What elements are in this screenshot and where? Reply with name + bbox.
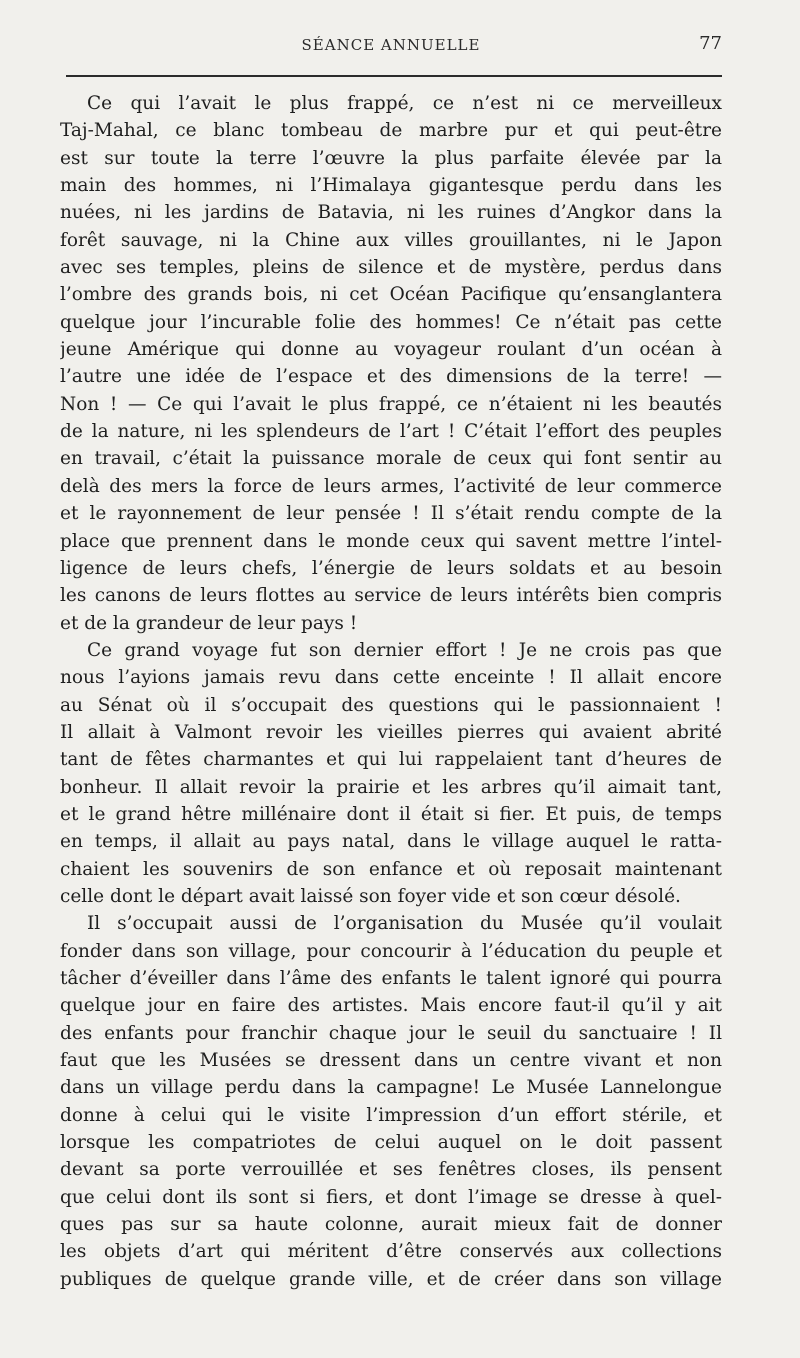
text-line: main des hommes, ni l’Himalaya gigantesque perdu dans les [60, 175, 722, 197]
text-line: ligence de leurs chefs, l’énergie de leurs soldats et au besoin [60, 557, 722, 579]
text-line: devant sa porte verrouillée et ses fenêtres closes, ils pensent [60, 1159, 722, 1181]
text-line: lorsque les compatriotes de celui auquel on le doit passent [60, 1132, 722, 1154]
text-line: les canons de leurs flottes au service de leurs intérêts bien compris [60, 585, 722, 607]
text-line: quelque jour l’incurable folie des hommes! Ce n’était pas cette [60, 311, 722, 333]
text-line: avec ses temples, pleins de silence et de mystère, perdus dans [60, 257, 722, 279]
text-line: et le grand hêtre millénaire dont il était si fier. Et puis, de temps [60, 803, 722, 825]
text-line: Il allait à Valmont revoir les vieilles pierres qui avaient abrité [60, 721, 722, 743]
text-line: que celui dont ils sont si fiers, et dont l’image se dresse à quel- [60, 1186, 722, 1208]
text-line: Il s’occupait aussi de l’organisation du Musée qu’il voulait [87, 913, 722, 935]
text-line: Ce grand voyage fut son dernier effort ! Je ne crois pas que [87, 639, 722, 661]
text-line: forêt sauvage, ni la Chine aux villes grouillantes, ni le Japon [60, 229, 722, 251]
text-line: dans un village perdu dans la campagne! Le Musée Lannelongue [60, 1077, 722, 1099]
text-line: et de la grandeur de leur pays ! [60, 612, 358, 634]
text-line: en temps, il allait au pays natal, dans le village auquel le ratta- [60, 831, 722, 853]
text-line: les objets d’art qui méritent d’être conservés aux collections [60, 1241, 722, 1263]
text-line: en travail, c’était la puissance morale de ceux qui font sentir au [60, 448, 722, 470]
text-line: place que prennent dans le monde ceux qui savent mettre l’intel- [60, 530, 722, 552]
text-line: Taj-Mahal, ce blanc tombeau de marbre pur et qui peut-être [60, 120, 722, 142]
text-line: bonheur. Il allait revoir la prairie et les arbres qu’il aimait tant, [60, 776, 722, 798]
text-line: de la nature, ni les splendeurs de l’art ! C’était l’effort des peuples [60, 421, 722, 443]
text-line: jeune Amérique qui donne au voyageur roulant d’un océan à [60, 339, 722, 361]
page-number: 77 [699, 33, 722, 54]
text-line: fonder dans son village, pour concourir à l’éducation du peuple et [60, 940, 722, 962]
text-line: nous l’ayions jamais revu dans cette enceinte ! Il allait encore [60, 667, 722, 689]
text-line: l’autre une idée de l’espace et des dimensions de la terre! — [60, 366, 722, 388]
text-line: nuées, ni les jardins de Batavia, ni les ruines d’Angkor dans la [60, 202, 722, 224]
running-title: SÉANCE ANNUELLE [301, 36, 481, 54]
text-line: donne à celui qui le visite l’impression d’un effort stérile, et [60, 1104, 722, 1126]
text-line: est sur toute la terre l’œuvre la plus parfaite élevée par la [60, 147, 722, 169]
text-line: des enfants pour franchir chaque jour le seuil du sanctuaire ! Il [60, 1022, 722, 1044]
text-line: chaient les souvenirs de son enfance et où reposait maintenant [60, 858, 722, 880]
text-line: l’ombre des grands bois, ni cet Océan Pacifique qu’ensanglantera [60, 284, 722, 306]
text-line: quelque jour en faire des artistes. Mais encore faut-il qu’il y ait [60, 995, 722, 1017]
text-line: publiques de quelque grande ville, et de créer dans son village [60, 1268, 722, 1290]
body-text [60, 90, 722, 1293]
text-line: Ce qui l’avait le plus frappé, ce n’est ni ce merveilleux [87, 93, 722, 114]
text-line: delà des mers la force de leurs armes, l’activité de leur commerce [60, 475, 722, 497]
text-line: faut que les Musées se dressent dans un centre vivant et non [60, 1050, 722, 1072]
text-line: et le rayonnement de leur pensée ! Il s’était rendu compte de la [60, 503, 722, 525]
text-line: tâcher d’éveiller dans l’âme des enfants le talent ignoré qui pourra [60, 968, 722, 989]
text-line: celle dont le départ avait laissé son foyer vide et son cœur désolé. [60, 885, 681, 907]
running-head [60, 32, 722, 62]
header-rule [66, 75, 722, 77]
text-line: Non ! — Ce qui l’avait le plus frappé, ce n’étaient ni les beautés [60, 393, 722, 415]
text-line: ques pas sur sa haute colonne, aurait mieux fait de donner [60, 1214, 722, 1236]
text-line: tant de fêtes charmantes et qui lui rappelaient tant d’heures de [60, 749, 722, 771]
text-line: au Sénat où il s’occupait des questions qui le passionnaient ! [60, 694, 722, 716]
